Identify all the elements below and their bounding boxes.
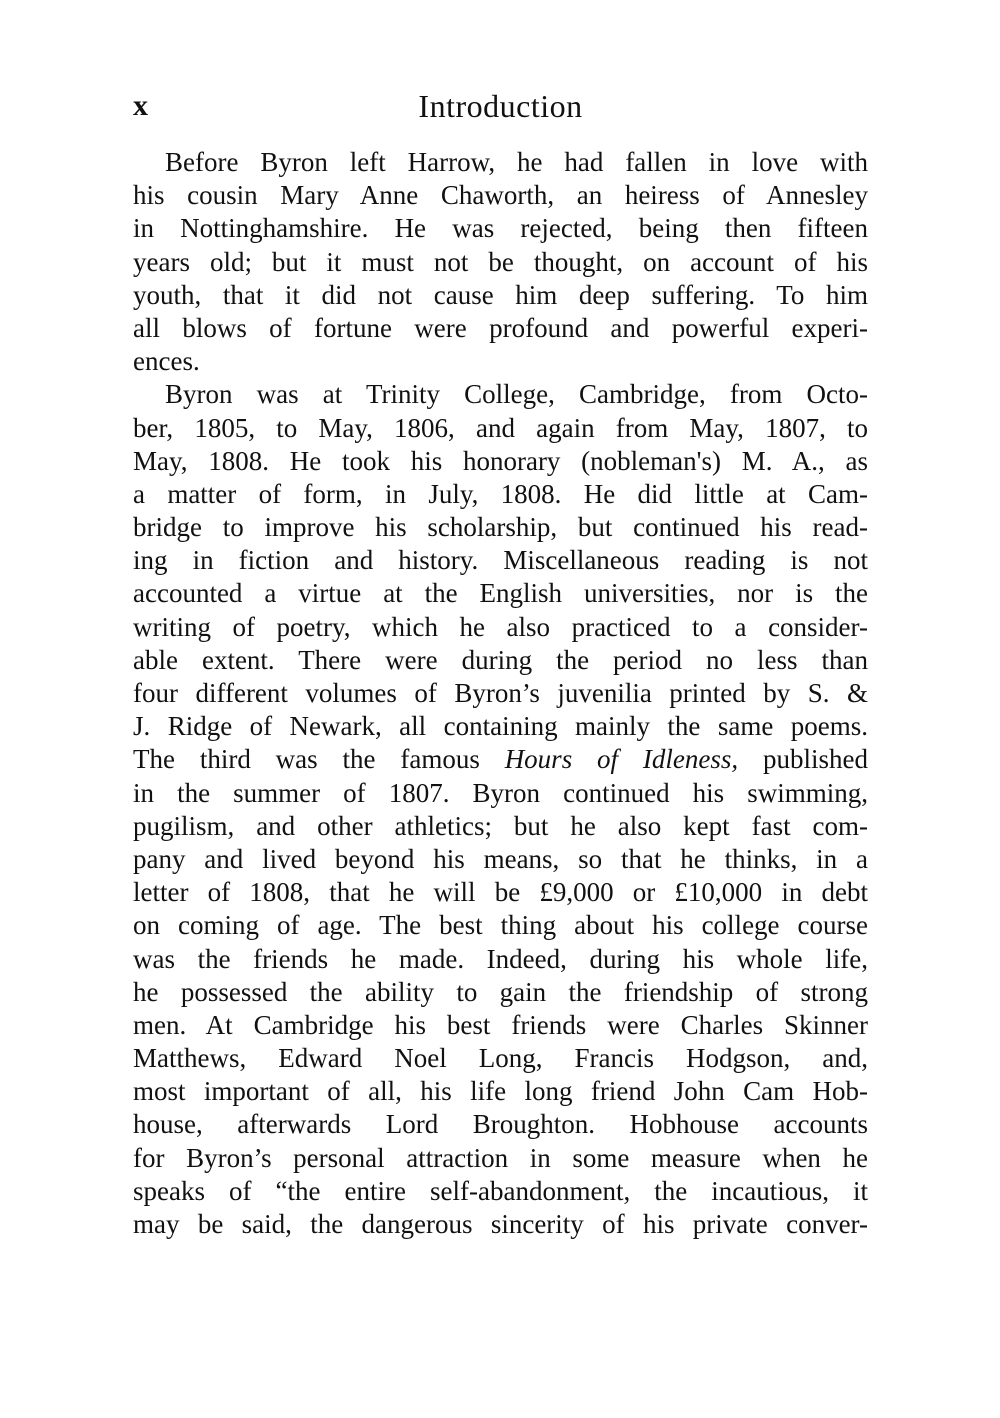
text-line: he possessed the ability to gain the friendship of strong — [133, 976, 868, 1007]
text-line-with-italic-title — [133, 743, 868, 776]
text-line: May, 1808. He took his honorary (nobleman's) M. A., as — [133, 445, 868, 476]
text-line: for Byron’s personal attraction in some measure when he — [133, 1142, 868, 1173]
text-line: Byron was at Trinity College, Cambridge, from Octo- — [165, 379, 868, 410]
text-line: ing in fiction and history. Miscellaneous reading is not — [133, 545, 868, 576]
text-line: his cousin Mary Anne Chaworth, an heiress of Annesley — [133, 180, 868, 211]
running-title: Introduction — [418, 88, 583, 124]
text-segment: published — [738, 744, 868, 775]
text-line: pany and lived beyond his means, so that he thinks, in a — [133, 843, 868, 874]
text-line: J. Ridge of Newark, all containing mainly the same poems. — [133, 711, 868, 742]
text-line: four different volumes of Byron’s juvenilia printed by S. & — [133, 678, 868, 708]
paragraph-2 — [133, 378, 868, 1241]
paragraph-1 — [133, 146, 868, 378]
text-line: all blows of fortune were profound and powerful experi- — [133, 312, 868, 343]
text-line: may be said, the dangerous sincerity of his private conver- — [133, 1209, 868, 1239]
text-line: speaks of “the entire self-abandonment, the incautious, it — [133, 1175, 868, 1206]
text-line: in the summer of 1807. Byron continued his swimming, — [133, 777, 868, 808]
text-line: ber, 1805, to May, 1806, and again from May, 1807, to — [133, 412, 868, 443]
text-line: letter of 1808, that he will be £9,000 or £10,000 in debt — [133, 877, 868, 908]
text-line: most important of all, his life long friend John Cam Hob- — [133, 1076, 868, 1107]
text-line: a matter of form, in July, 1808. He did little at Cam- — [133, 478, 868, 509]
text-line: years old; but it must not be thought, on account of his — [133, 246, 868, 277]
text-line: accounted a virtue at the English universities, nor is the — [133, 578, 868, 609]
text-line: men. At Cambridge his best friends were Charles Skinner — [133, 1009, 868, 1040]
text-line: Matthews, Edward Noel Long, Francis Hodgson, and, — [133, 1043, 868, 1074]
running-head — [133, 86, 868, 130]
text-line: house, afterwards Lord Broughton. Hobhouse accounts — [133, 1109, 868, 1140]
text-segment: The third was the famous — [133, 744, 505, 775]
page-number: x — [133, 89, 148, 122]
body-text — [133, 146, 868, 1241]
text-line: was the friends he made. Indeed, during his whole life, — [133, 943, 868, 974]
text-line: youth, that it did not cause him deep suffering. To him — [133, 279, 868, 310]
text-line: Before Byron left Harrow, he had fallen in love with — [165, 147, 868, 177]
text-line: in Nottinghamshire. He was rejected, being then fifteen — [133, 213, 868, 244]
text-line: able extent. There were during the period no less than — [133, 644, 868, 675]
text-line: pugilism, and other athletics; but he also kept fast com- — [133, 810, 868, 841]
text-line: ences. — [133, 346, 200, 377]
italic-book-title: Hours of Idleness, — [504, 744, 739, 775]
text-line: writing of poetry, which he also practiced to a consider- — [133, 611, 868, 642]
text-line: bridge to improve his scholarship, but continued his read- — [133, 512, 868, 543]
text-line: on coming of age. The best thing about his college course — [133, 910, 868, 941]
